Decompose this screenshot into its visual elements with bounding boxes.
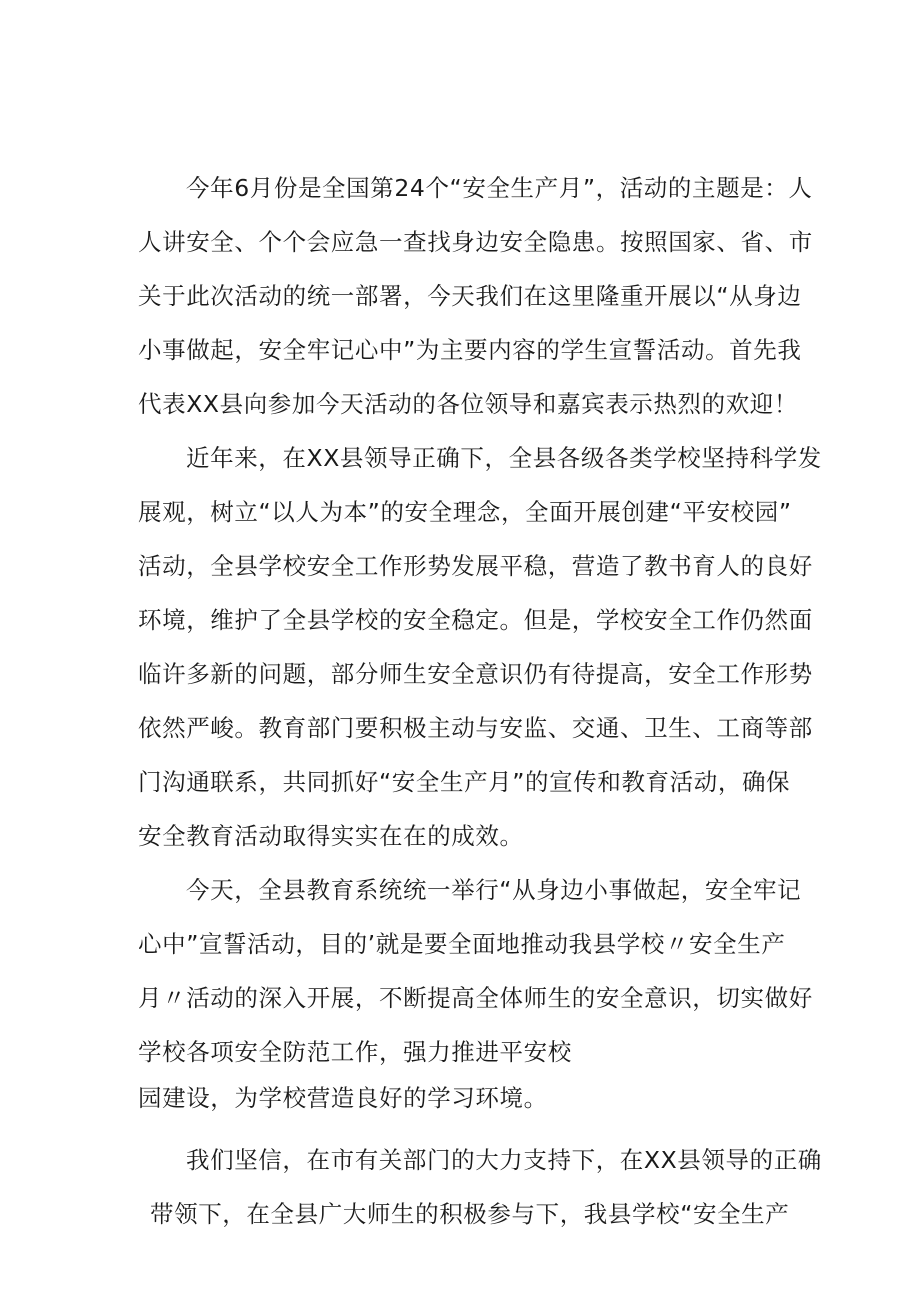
paragraph-2-line-6: 依然严峻。教育部门要积极主动与安监、交通、卫生、工商等部 bbox=[138, 714, 813, 742]
paragraph-4-line-2: 带领下，在全县广大师生的积极参与下，我县学校“安全生产 bbox=[150, 1200, 790, 1228]
paragraph-2-line-1: 近年来，在XX县领导正确下，全县各级各类学校坚持科学发 bbox=[186, 444, 822, 472]
paragraph-2-line-3: 活动，全县学校安全工作形势发展平稳，营造了教书育人的良好 bbox=[138, 552, 813, 580]
paragraph-2-line-4: 环境，维护了全县学校的安全稳定。但是，学校安全工作仍然面 bbox=[138, 606, 813, 634]
paragraph-3-line-5: 园建设，为学校营造良好的学习环境。 bbox=[138, 1084, 548, 1112]
paragraph-2-line-8: 安全教育活动取得实实在在的成效。 bbox=[138, 822, 524, 850]
paragraph-1-line-3: 关于此次活动的统一部署，今天我们在这里隆重开展以“从身边 bbox=[138, 282, 802, 310]
paragraph-1-line-2: 人讲安全、个个会应急一查找身边安全隐患。按照国家、省、市 bbox=[138, 228, 813, 256]
paragraph-4-line-1: 我们坚信，在市有关部门的大力支持下，在XX县领导的正确 bbox=[186, 1146, 822, 1174]
paragraph-1-line-1: 今年6月份是全国第24个“安全生产月”，活动的主题是：人 bbox=[186, 174, 813, 202]
paragraph-2-line-5: 临许多新的问题，部分师生安全意识仍有待提高，安全工作形势 bbox=[138, 660, 813, 688]
paragraph-2-line-2: 展观，树立“以人为本”的安全理念，全面开展创建“平安校园” bbox=[138, 498, 792, 526]
paragraph-3-line-4: 学校各项安全防范工作，强力推进平安校 bbox=[138, 1038, 572, 1066]
paragraph-3-line-1: 今天，全县教育系统统一举行“从身边小事做起，安全牢记 bbox=[186, 876, 802, 904]
paragraph-1-line-5: 代表XX县向参加今天活动的各位领导和嘉宾表示热烈的欢迎！ bbox=[138, 390, 798, 418]
paragraph-1-line-4: 小事做起，安全牢记心中”为主要内容的学生宣誓活动。首先我 bbox=[138, 336, 802, 364]
paragraph-3-line-2: 心中”宣誓活动，目的’就是要全面地推动我县学校〃安全生产 bbox=[138, 930, 786, 958]
paragraph-3-line-3: 月〃活动的深入开展，不断提高全体师生的安全意识，切实做好 bbox=[138, 984, 813, 1012]
paragraph-2-line-7: 门沟通联系，共同抓好“安全生产月”的宣传和教育活动，确保 bbox=[138, 768, 791, 796]
